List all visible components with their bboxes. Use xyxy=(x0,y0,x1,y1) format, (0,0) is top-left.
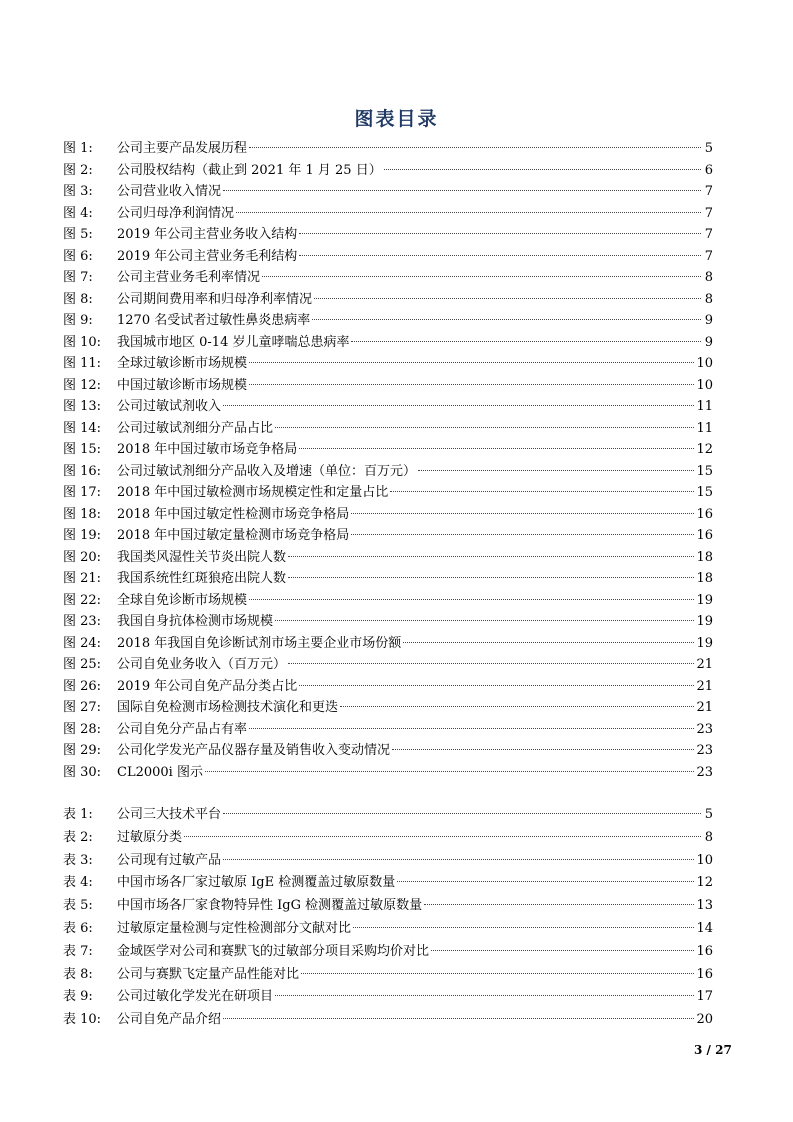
figure-entry-label: 图 23: xyxy=(63,614,102,629)
figure-entry-label: 图 3: xyxy=(63,184,93,199)
table-entry-title: 公司现有过敏产品 xyxy=(117,852,222,868)
dot-leader xyxy=(288,663,694,664)
dot-leader xyxy=(299,233,701,234)
table-entry-title: 公司与赛默飞定量产品性能对比 xyxy=(117,966,300,982)
dot-leader xyxy=(262,276,701,277)
figure-entry-page: 7 xyxy=(704,205,713,221)
figure-entry[interactable] xyxy=(63,181,713,203)
figure-entry[interactable] xyxy=(63,482,713,504)
figure-entry[interactable] xyxy=(63,633,713,655)
figure-entry[interactable] xyxy=(63,676,713,698)
figure-entry[interactable] xyxy=(63,654,713,676)
figure-entry-page: 23 xyxy=(696,721,713,737)
dot-leader xyxy=(299,448,694,449)
dot-leader xyxy=(275,427,694,428)
figure-entry-label: 图 13: xyxy=(63,399,102,414)
dot-leader xyxy=(184,836,701,837)
figure-entry-page: 15 xyxy=(696,485,713,500)
figure-entry-label: 图 10: xyxy=(63,334,102,350)
dot-leader xyxy=(205,771,694,772)
figure-entry-title: 公司过敏试剂细分产品收入及增速（单位：百万元） xyxy=(117,463,417,479)
figure-entry-label: 图 7: xyxy=(63,270,93,285)
figure-entry-title: 2018 年中国过敏定性检测市场竞争格局 xyxy=(117,506,350,522)
figure-entry[interactable] xyxy=(63,697,713,719)
figure-entry-title: 中国过敏诊断市场规模 xyxy=(117,377,248,393)
figure-entry-title: 2018 年中国过敏检测市场规模定性和定量占比 xyxy=(117,485,389,500)
figure-entry-title: 2018 年中国过敏市场竞争格局 xyxy=(117,442,298,457)
dot-leader xyxy=(288,556,694,557)
figure-entry-page: 7 xyxy=(704,227,713,242)
figure-entry-page: 21 xyxy=(696,657,713,672)
figure-list xyxy=(63,138,713,783)
dot-leader xyxy=(314,298,701,299)
dot-leader xyxy=(236,212,701,213)
figure-entry-page: 11 xyxy=(696,399,713,414)
dot-leader xyxy=(299,255,701,256)
figure-entry[interactable] xyxy=(63,375,713,397)
dot-leader xyxy=(390,491,694,492)
dot-leader xyxy=(275,995,694,996)
figure-entry-page: 9 xyxy=(704,334,713,350)
figure-entry[interactable] xyxy=(63,762,713,784)
figure-entry-page: 19 xyxy=(696,592,713,608)
figure-entry-label: 图 11: xyxy=(63,356,102,371)
figure-entry-title: 2019 年公司自免产品分类占比 xyxy=(117,678,298,694)
figure-entry[interactable] xyxy=(63,289,713,311)
table-entry[interactable] xyxy=(63,964,713,987)
page-number: 3 / 27 xyxy=(694,1043,732,1057)
table-entry[interactable] xyxy=(63,986,713,1009)
table-entry-page: 20 xyxy=(696,1012,713,1028)
figure-entry-title: 公司过敏试剂细分产品占比 xyxy=(117,420,274,436)
table-entry-label: 表 5: xyxy=(63,898,93,914)
table-entry[interactable] xyxy=(63,827,713,850)
figure-entry-page: 18 xyxy=(696,571,713,586)
figure-entry[interactable] xyxy=(63,461,713,483)
figure-entry-label: 图 29: xyxy=(63,743,102,758)
table-entry-page: 17 xyxy=(696,989,713,1005)
figure-entry[interactable] xyxy=(63,504,713,526)
figure-entry-title: 1270 名受试者过敏性鼻炎患病率 xyxy=(117,313,311,328)
page-title: 图表目录 xyxy=(354,108,439,130)
figure-entry-label: 图 14: xyxy=(63,420,102,436)
figure-entry[interactable] xyxy=(63,719,713,741)
dot-leader xyxy=(249,362,694,363)
table-entry-label: 表 8: xyxy=(63,966,93,982)
figure-entry[interactable] xyxy=(63,740,713,762)
dot-leader xyxy=(418,470,694,471)
figure-entry-page: 19 xyxy=(696,614,713,629)
figure-entry-page: 11 xyxy=(696,420,713,436)
dot-leader xyxy=(299,685,694,686)
figure-entry-page: 10 xyxy=(696,356,713,371)
figure-entry-page: 6 xyxy=(704,162,713,178)
figure-entry[interactable] xyxy=(63,310,713,332)
table-entry[interactable] xyxy=(63,804,713,827)
figure-entry-label: 图 19: xyxy=(63,528,102,543)
table-entry-label: 表 9: xyxy=(63,989,93,1005)
table-entry[interactable] xyxy=(63,1009,713,1032)
figure-entry-title: 公司营业收入情况 xyxy=(117,184,222,199)
figure-entry-page: 16 xyxy=(696,528,713,543)
dot-leader xyxy=(249,384,694,385)
table-entry-label: 表 6: xyxy=(63,920,93,936)
table-entry-label: 表 2: xyxy=(63,829,93,845)
figure-entry-page: 21 xyxy=(696,700,713,715)
figure-entry-title: 公司期间费用率和归母净利率情况 xyxy=(117,291,313,307)
figure-entry-label: 图 22: xyxy=(63,592,102,608)
figure-entry-page: 15 xyxy=(696,463,713,479)
figure-entry-title: 2019 年公司主营业务毛利结构 xyxy=(117,248,298,264)
table-entry-label: 表 3: xyxy=(63,852,93,868)
figure-entry-page: 7 xyxy=(704,184,713,199)
dot-leader xyxy=(301,973,694,974)
table-entry-page: 12 xyxy=(696,875,713,891)
table-entry-page: 10 xyxy=(696,852,713,868)
figure-entry-label: 图 25: xyxy=(63,657,102,672)
figure-entry-title: 公司化学发光产品仪器存量及销售收入变动情况 xyxy=(117,743,391,758)
figure-entry-title: 公司自免分产品占有率 xyxy=(117,721,248,737)
dot-leader xyxy=(424,904,694,905)
figure-entry[interactable] xyxy=(63,547,713,569)
figure-entry-label: 图 2: xyxy=(63,162,93,178)
figure-entry-page: 19 xyxy=(696,635,713,651)
figure-entry-title: 2019 年公司主营业务收入结构 xyxy=(117,227,298,242)
figure-entry-title: 公司主营业务毛利率情况 xyxy=(117,270,261,285)
figure-entry-title: 公司归母净利润情况 xyxy=(117,205,235,221)
figure-entry-title: 公司股权结构（截止到 2021 年 1 月 25 日） xyxy=(117,162,382,178)
dot-leader xyxy=(223,859,694,860)
figure-entry-label: 图 27: xyxy=(63,700,102,715)
table-entry-label: 表 7: xyxy=(63,943,93,959)
figure-entry-page: 10 xyxy=(696,377,713,393)
table-entry-label: 表 10: xyxy=(63,1012,102,1028)
figure-entry-title: 我国系统性红斑狼疮出院人数 xyxy=(117,571,287,586)
table-list xyxy=(63,804,713,1032)
figure-entry-title: CL2000i 图示 xyxy=(117,764,203,780)
dot-leader xyxy=(403,642,694,643)
dot-leader xyxy=(249,599,694,600)
dot-leader xyxy=(249,728,694,729)
table-entry-page: 5 xyxy=(704,807,713,822)
figure-entry-page: 16 xyxy=(696,506,713,522)
dot-leader xyxy=(431,950,694,951)
figure-entry-title: 2018 年我国自免诊断试剂市场主要企业市场份额 xyxy=(117,635,402,651)
figure-entry-title: 我国城市地区 0-14 岁儿童哮喘总患病率 xyxy=(117,334,350,350)
table-entry-title: 中国市场各厂家食物特异性 IgG 检测覆盖过敏原数量 xyxy=(117,898,423,914)
figure-entry-page: 5 xyxy=(704,141,713,156)
figure-entry-label: 图 12: xyxy=(63,377,102,393)
figure-entry-page: 18 xyxy=(696,549,713,565)
table-entry-label: 表 1: xyxy=(63,807,93,822)
figure-entry[interactable] xyxy=(63,396,713,418)
table-entry-page: 8 xyxy=(704,829,713,845)
figure-entry[interactable] xyxy=(63,160,713,182)
table-entry-page: 16 xyxy=(696,943,713,959)
figure-entry-page: 9 xyxy=(704,313,713,328)
dot-leader xyxy=(223,190,701,191)
figure-entry[interactable] xyxy=(63,246,713,268)
figure-entry[interactable] xyxy=(63,418,713,440)
table-entry-title: 公司三大技术平台 xyxy=(117,807,222,822)
table-entry-label: 表 4: xyxy=(63,875,93,891)
figure-entry-page: 23 xyxy=(696,764,713,780)
figure-entry-label: 图 18: xyxy=(63,506,102,522)
figure-entry-title: 公司主要产品发展历程 xyxy=(117,141,248,156)
dot-leader xyxy=(312,319,701,320)
figure-entry-page: 8 xyxy=(704,291,713,307)
dot-leader xyxy=(223,813,701,814)
dot-leader xyxy=(288,577,694,578)
figure-entry-page: 12 xyxy=(696,442,713,457)
table-entry[interactable] xyxy=(63,941,713,964)
figure-entry-label: 图 26: xyxy=(63,678,102,694)
table-entry-page: 14 xyxy=(696,920,713,936)
figure-entry-title: 公司过敏试剂收入 xyxy=(117,399,222,414)
figure-entry[interactable] xyxy=(63,353,713,375)
table-entry[interactable] xyxy=(63,895,713,918)
figure-entry-title: 2018 年中国过敏定量检测市场竞争格局 xyxy=(117,528,350,543)
dot-leader xyxy=(351,513,694,514)
figure-entry-page: 8 xyxy=(704,270,713,285)
figure-entry-label: 图 20: xyxy=(63,549,102,565)
figure-entry-title: 全球自免诊断市场规模 xyxy=(117,592,248,608)
dot-leader xyxy=(351,341,701,342)
figure-entry-label: 图 30: xyxy=(63,764,102,780)
figure-entry-label: 图 9: xyxy=(63,313,93,328)
figure-entry-page: 21 xyxy=(696,678,713,694)
figure-entry-label: 图 17: xyxy=(63,485,102,500)
dot-leader xyxy=(392,749,694,750)
dot-leader xyxy=(353,927,694,928)
figure-entry-page: 7 xyxy=(704,248,713,264)
figure-entry-label: 图 16: xyxy=(63,463,102,479)
figure-entry[interactable] xyxy=(63,203,713,225)
table-entry-title: 金域医学对公司和赛默飞的过敏部分项目采购均价对比 xyxy=(117,943,430,959)
figure-entry-title: 我国自身抗体检测市场规模 xyxy=(117,614,274,629)
figure-entry-label: 图 8: xyxy=(63,291,93,307)
dot-leader xyxy=(351,534,694,535)
figure-entry-label: 图 1: xyxy=(63,141,93,156)
table-entry[interactable] xyxy=(63,850,713,873)
table-entry-page: 13 xyxy=(696,898,713,914)
figure-entry[interactable] xyxy=(63,267,713,289)
dot-leader xyxy=(249,147,701,148)
table-entry-title: 公司过敏化学发光在研项目 xyxy=(117,989,274,1005)
figure-entry[interactable] xyxy=(63,439,713,461)
figure-entry[interactable] xyxy=(63,138,713,160)
table-entry[interactable] xyxy=(63,872,713,895)
table-entry-title: 过敏原定量检测与定性检测部分文献对比 xyxy=(117,920,352,936)
figure-entry-label: 图 15: xyxy=(63,442,102,457)
table-entry-page: 16 xyxy=(696,966,713,982)
dot-leader xyxy=(223,405,694,406)
table-entry-title: 公司自免产品介绍 xyxy=(117,1012,222,1028)
figure-entry-title: 我国类风湿性关节炎出院人数 xyxy=(117,549,287,565)
figure-entry-label: 图 24: xyxy=(63,635,102,651)
figure-entry-label: 图 4: xyxy=(63,205,93,221)
figure-entry-title: 国际自免检测市场检测技术演化和更迭 xyxy=(117,700,339,715)
dot-leader xyxy=(223,1018,694,1019)
figure-entry-label: 图 6: xyxy=(63,248,93,264)
dot-leader xyxy=(275,620,694,621)
figure-entry-label: 图 5: xyxy=(63,227,93,242)
dot-leader xyxy=(384,169,701,170)
figure-entry-title: 全球过敏诊断市场规模 xyxy=(117,356,248,371)
figure-entry-label: 图 28: xyxy=(63,721,102,737)
figure-entry[interactable] xyxy=(63,332,713,354)
table-entry[interactable] xyxy=(63,918,713,941)
figure-entry[interactable] xyxy=(63,224,713,246)
figure-entry[interactable] xyxy=(63,611,713,633)
figure-entry[interactable] xyxy=(63,590,713,612)
figure-entry-label: 图 21: xyxy=(63,571,102,586)
figure-entry-page: 23 xyxy=(696,743,713,758)
table-entry-title: 过敏原分类 xyxy=(117,829,183,845)
table-entry-title: 中国市场各厂家过敏原 IgE 检测覆盖过敏原数量 xyxy=(117,875,396,891)
dot-leader xyxy=(340,706,694,707)
dot-leader xyxy=(397,881,694,882)
figure-entry-title: 公司自免业务收入（百万元） xyxy=(117,657,287,672)
figure-entry[interactable] xyxy=(63,568,713,590)
figure-entry[interactable] xyxy=(63,525,713,547)
